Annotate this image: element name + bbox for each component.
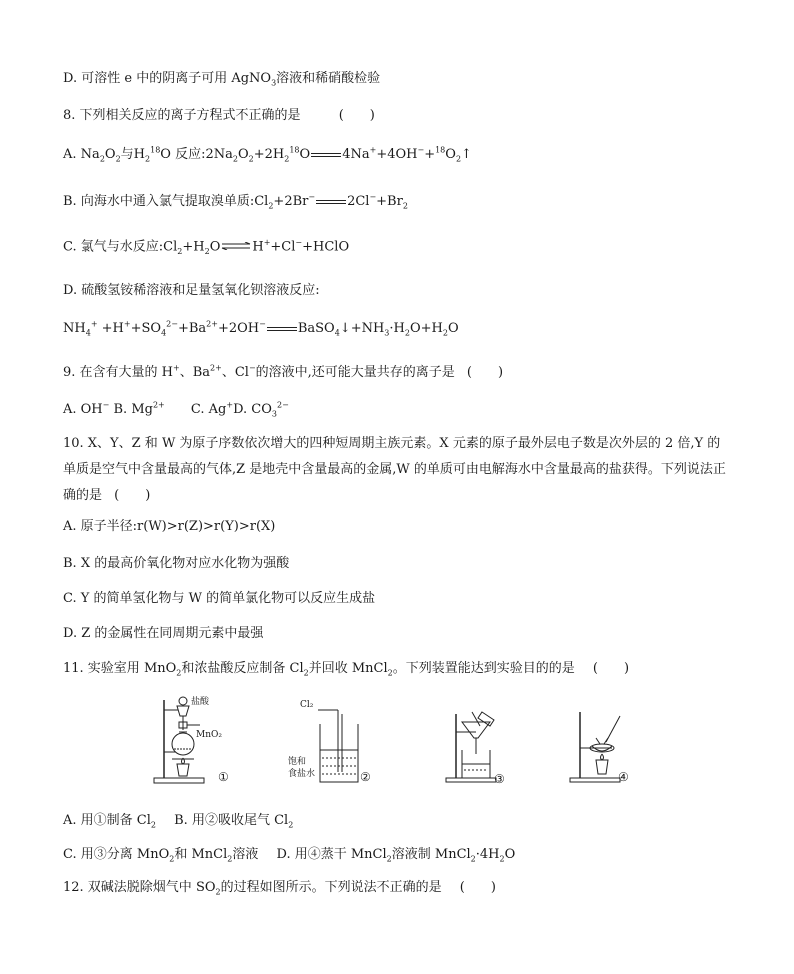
q9-option-b: B. $Mg^{2+}$ (113, 400, 165, 417)
apparatus-4-evaporation (566, 708, 656, 790)
brine-label: 食盐水 (288, 769, 316, 779)
saturated-label: 饱和 (288, 757, 307, 767)
equal-sign (316, 200, 346, 204)
q11-stem: 11. 实验室用 MnO$_2$和浓盐酸反应制备 $Cl_2$并回收 MnCl$_2$。下列装置能达到实验目的的是 ( ) (63, 661, 630, 678)
q8-option-d: D. 硫酸氢铵稀溶液和足量氢氧化钡溶液反应: (63, 283, 320, 298)
figure-number: ③ (494, 772, 505, 786)
equal-sign (267, 327, 297, 331)
figure-number: ② (360, 770, 371, 784)
q10-option-c: C. Y 的简单氢化物与 W 的简单氯化物可以反应生成盐 (63, 591, 376, 606)
q10-option-d: D. Z 的金属性在同周期元素中最强 (63, 626, 264, 641)
q8-option-a: A. $Na_2O_2$与$H_2^{18}O$ 反应$:2Na_2O_2+2H_2^{18}O$ $4Na^++4OH^-+^{18}O_2↑$ (63, 145, 472, 164)
q9-option-d: D. $CO_3^{2-}$ (233, 400, 289, 419)
q8-option-c: C. 氯气与水反应$:Cl_2+H_2O$ H++Cl−+HClO (63, 238, 350, 257)
q10-option-b: B. X 的最高价氧化物对应水化物为强酸 (63, 556, 290, 571)
q11-options-cd (63, 846, 515, 864)
option-label: D. (63, 71, 78, 86)
q10-stem: 10. X、Y、Z 和 W 为原子序数依次增大的四种短周期主族元素。X 元素的原子最外层电子数是次外层的 2 倍,Y 的单质是空气中含量最高的气体,Z 是地壳中含量最高的金属,W 的单质可由电解海水中含量最高的盐获得。下列说法正确的是 ( ) (63, 436, 726, 503)
equal-sign (311, 153, 341, 157)
acid-label: 盐酸 (191, 697, 210, 707)
cl2-label: Cl₂ (300, 700, 314, 710)
q11-option-b: B. 用②吸收尾气 $Cl_2$ (174, 813, 294, 830)
q9-option-a: A. OH− (63, 400, 110, 417)
q9-option-c: C. Ag+ (190, 400, 234, 417)
answer-paren: ( ) (338, 108, 375, 123)
figure-number: ④ (618, 770, 629, 784)
q11-options-ab (63, 812, 293, 830)
q10-option-a: A. 原子半径:r(W)>r(Z)>r(Y)>r(X) (63, 519, 276, 534)
q11-option-c: C. 用③分离 MnO$_2$和 MnCl$_2$溶液 (63, 847, 259, 864)
q9-stem: 9. 在含有大量的 H+、$Ba^{2+}$、Cl−的溶液中,还可能大量共存的离子是 ( ) (63, 363, 504, 380)
figure-number: ① (218, 770, 229, 784)
q11-option-d: D. 用④蒸干 MnCl$_2$溶液制 $MnCl_2\cdot 4H_2O$ (276, 847, 516, 864)
apparatus-1-chlorine-generator (150, 692, 250, 788)
reversible-arrow-icon (221, 238, 251, 256)
answer-paren: ( ) (466, 365, 504, 380)
q7-option-d: D. 可溶性 e 中的阴离子可用 AgNO$_3$溶液和稀硝酸检验 (63, 71, 381, 88)
q8-option-b: B. 向海水中通入氯气提取溴单质$:Cl_2+2Br^-$ $2Cl^-+Br_2$ (63, 192, 408, 211)
answer-paren: ( ) (592, 661, 630, 676)
q12-stem: 12. 双碱法脱除烟气中 $SO_2$的过程如图所示。下列说法不正确的是 ( ) (63, 880, 496, 897)
q8-stem: 8. 下列相关反应的离子方程式不正确的是 ( ) (63, 108, 375, 123)
apparatus-2-absorption (288, 700, 386, 790)
q9-options (63, 401, 289, 419)
mno2-label: MnO₂ (196, 730, 222, 740)
answer-paren: ( ) (114, 488, 151, 503)
apparatus-3-filtration (442, 710, 532, 790)
q11-option-a: A. 用①制备 $Cl_2$ (63, 813, 156, 830)
answer-paren: ( ) (459, 880, 496, 895)
q8-option-d-equation: $NH_4^+ +H^++SO_4^{2-}+Ba^{2+}+2OH^-$ $BaSO_4↓+NH_3\cdot H_2O+H_2O$ (63, 319, 459, 338)
